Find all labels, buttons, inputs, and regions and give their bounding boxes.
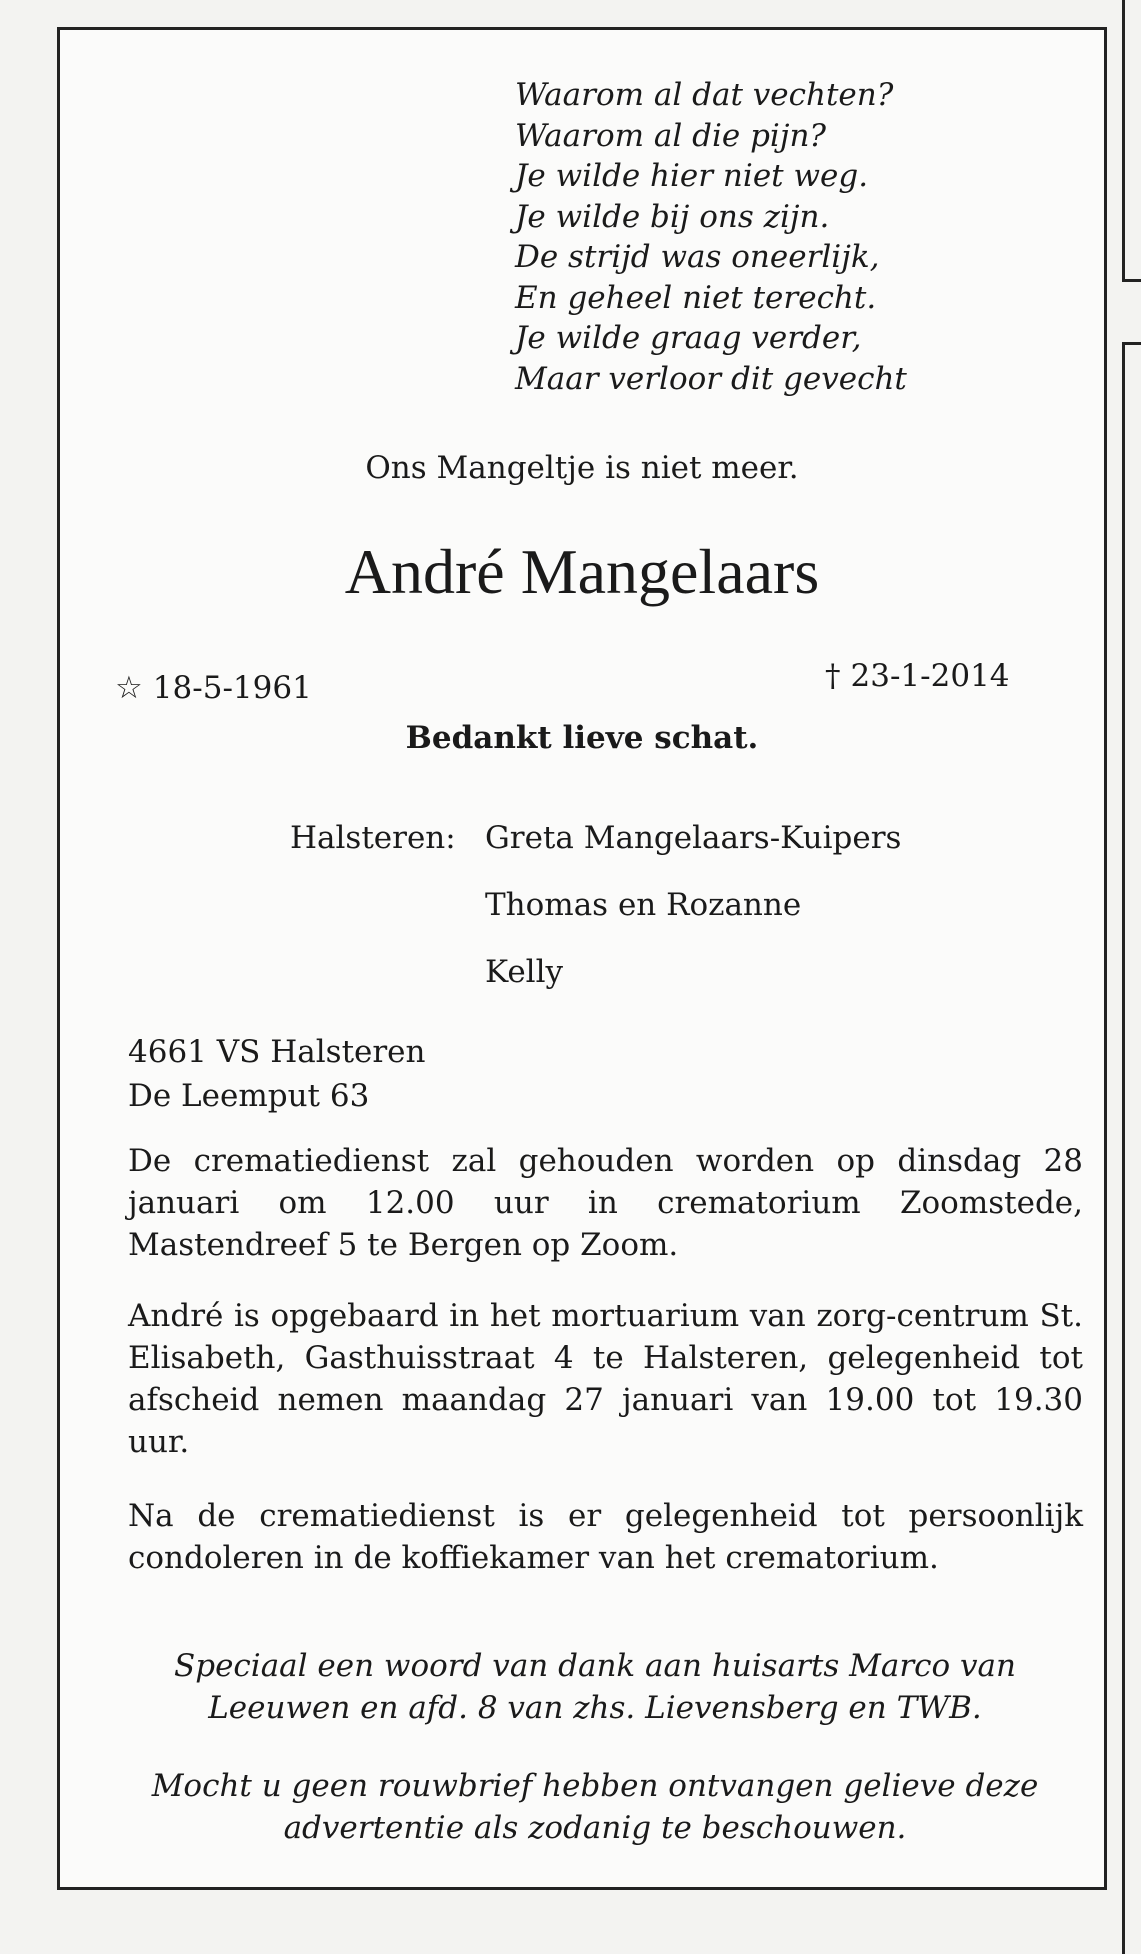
poem-line: Maar verloor dit gevecht bbox=[515, 360, 907, 397]
subtitle: Ons Mangeltje is niet meer. bbox=[365, 450, 799, 486]
deceased-name: André Mangelaars bbox=[344, 536, 820, 607]
poem-line: Je wilde bij ons zijn. bbox=[515, 198, 830, 235]
adjacent-notice-border-bottom bbox=[1122, 342, 1141, 1954]
poem-line: Waarom al die pijn? bbox=[515, 117, 827, 154]
star-icon: ☆ bbox=[115, 670, 143, 706]
cremation-service-paragraph: De crematiedienst zal gehouden worden op dinsdag 28 januari om 12.00 uur in crematorium Zoomstede, Mastendreef 5 te Bergen op Zoom. bbox=[128, 1143, 1083, 1263]
address-line: 4661 VS Halsteren bbox=[128, 1034, 426, 1070]
family-place: Halsteren: bbox=[290, 820, 456, 856]
obituary-notice bbox=[57, 27, 1107, 1890]
address bbox=[128, 1030, 426, 1118]
poem-line: Je wilde hier niet weg. bbox=[515, 158, 869, 194]
thanks-line: Bedankt lieve schat. bbox=[405, 720, 759, 756]
viewing-paragraph: André is opgebaard in het mortuarium van zorg-centrum St. Elisabeth, Gasthuisstraat 4 te Halsteren, gelegenheid tot afscheid nemen maandag 27 januari van 19.00 tot 19.30 uur. bbox=[128, 1298, 1083, 1460]
family-list bbox=[290, 805, 901, 1006]
family-member: Kelly bbox=[485, 954, 564, 990]
condolence-paragraph: Na de crematiedienst is er gelegenheid tot persoonlijk condoleren in de koffiekamer van het crematorium. bbox=[128, 1498, 1083, 1576]
birth-date bbox=[115, 670, 312, 706]
poem-line: Waarom al dat vechten? bbox=[515, 77, 894, 113]
address-line: De Leemput 63 bbox=[128, 1078, 370, 1114]
death-date-value: 23-1-2014 bbox=[850, 658, 1010, 694]
poem bbox=[515, 75, 1095, 399]
thanks-note: Speciaal een woord van dank aan huisarts Marco van Leeuwen en afd. 8 van zhs. Lievensberg en TWB. bbox=[173, 1648, 1016, 1726]
family-member: Greta Mangelaars-Kuipers bbox=[485, 820, 902, 856]
adjacent-notice-border-top bbox=[1122, 0, 1141, 282]
poem-line: Je wilde graag verder, bbox=[515, 320, 862, 356]
cross-icon: † bbox=[825, 658, 841, 694]
death-date bbox=[825, 658, 1010, 694]
mourning-letter-note: Mocht u geen rouwbrief hebben ontvangen gelieve deze advertentie als zodanig te beschouwen. bbox=[151, 1768, 1039, 1846]
poem-line: En geheel niet terecht. bbox=[515, 279, 877, 316]
poem-line: De strijd was oneerlijk, bbox=[515, 239, 880, 275]
birth-date-value: 18-5-1961 bbox=[152, 670, 312, 706]
family-member: Thomas en Rozanne bbox=[485, 887, 802, 923]
